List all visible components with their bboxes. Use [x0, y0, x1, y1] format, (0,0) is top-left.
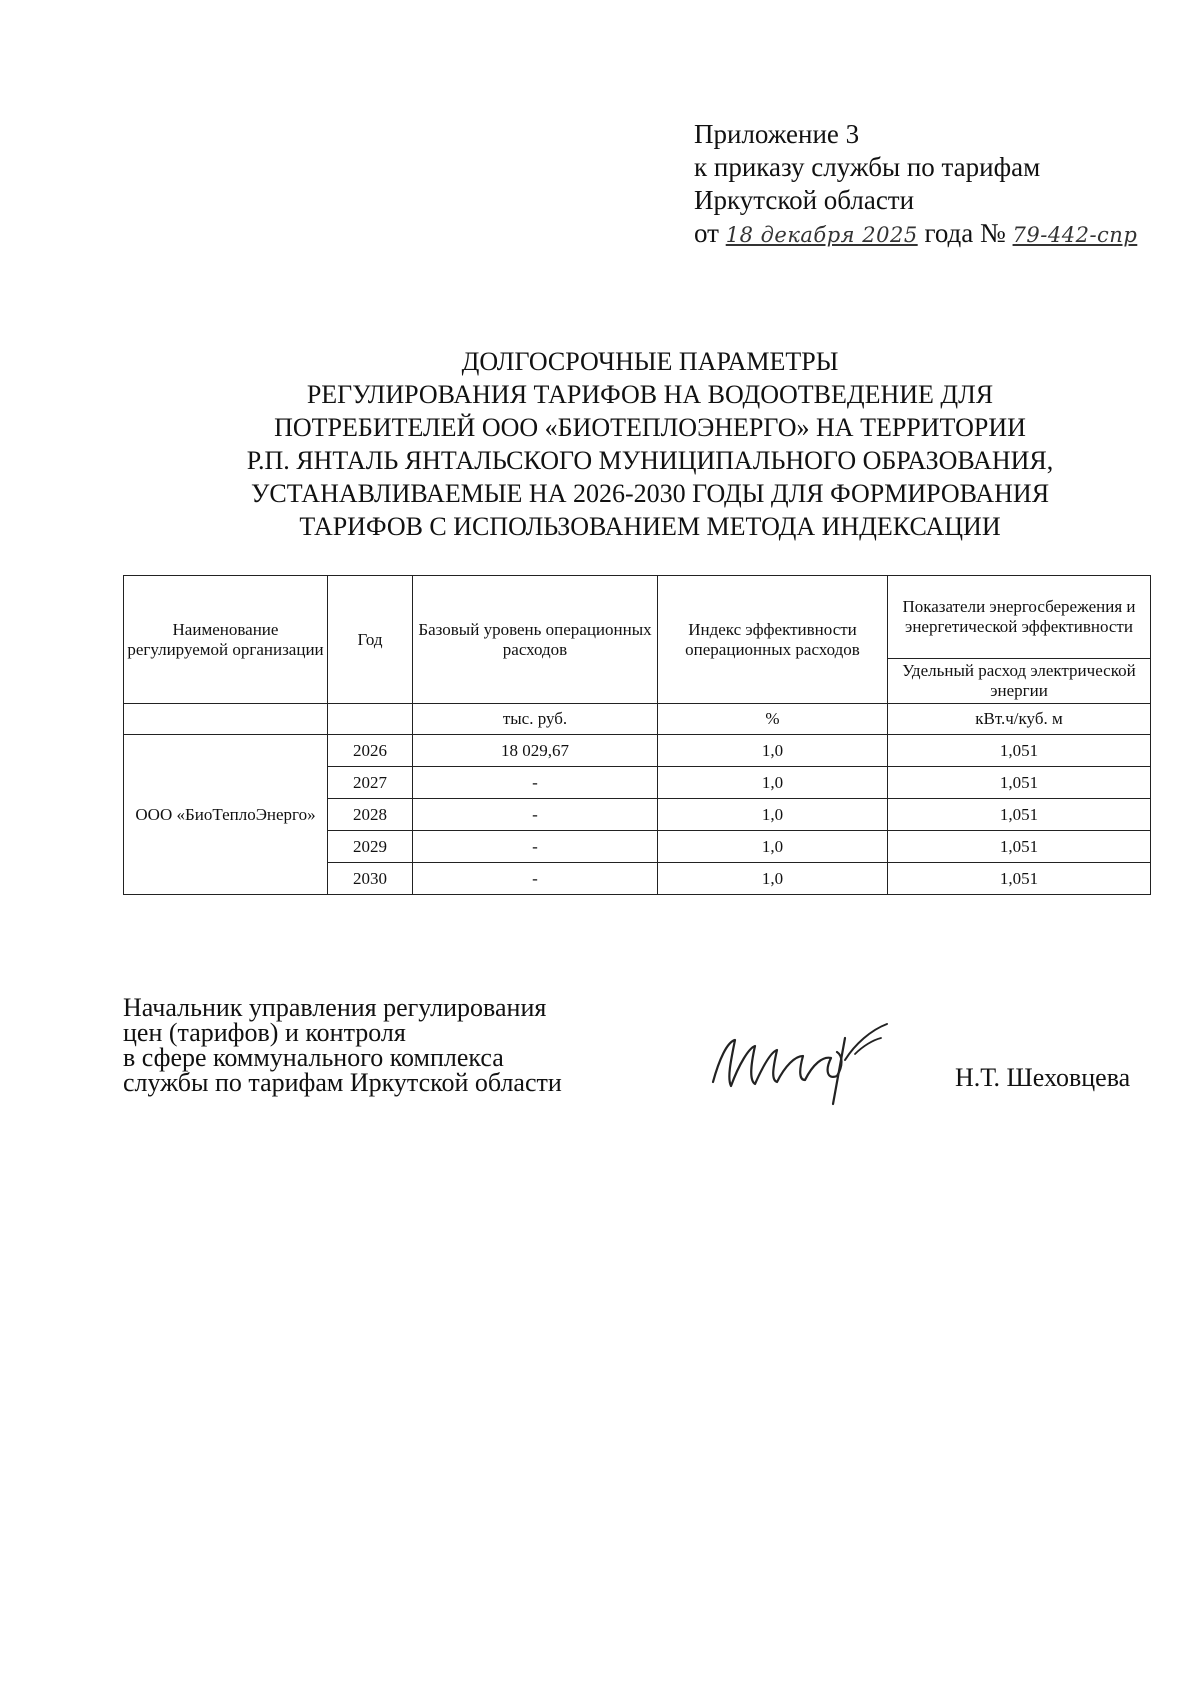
signer-name: Н.Т. Шеховцева — [955, 1063, 1131, 1092]
cell-index: 1,0 — [658, 799, 888, 831]
org-name: ООО «БиоТеплоЭнерго» — [124, 735, 328, 895]
header-org: Наименование регулируемой организации — [124, 576, 328, 704]
cell-index: 1,0 — [658, 767, 888, 799]
appendix-title: Приложение 3 — [694, 119, 860, 149]
unit-energy: кВт.ч/куб. м — [888, 704, 1151, 735]
signer-line: Начальник управления регулирования — [123, 993, 547, 1022]
title-line: ПОТРЕБИТЕЛЕЙ ООО «БИОТЕПЛОЭНЕРГО» НА ТЕРРИТОРИИ — [274, 413, 1026, 442]
cell-base: 18 029,67 — [413, 735, 658, 767]
appendix-order-ref: к приказу службы по тарифам — [694, 152, 1041, 182]
cell-energy: 1,051 — [888, 767, 1151, 799]
cell-year: 2030 — [328, 863, 413, 895]
cell-year: 2028 — [328, 799, 413, 831]
handwritten-date: 18 декабря 2025 — [725, 223, 918, 247]
cell-index: 1,0 — [658, 831, 888, 863]
title-line: ТАРИФОВ С ИСПОЛЬЗОВАНИЕМ МЕТОДА ИНДЕКСАЦИИ — [299, 512, 1001, 541]
cell-base: - — [413, 799, 658, 831]
signer-line: службы по тарифам Иркутской области — [123, 1068, 562, 1097]
appendix-number-label: года № — [924, 218, 1006, 248]
header-energy-consumption: Удельный расход электрической энергии — [888, 659, 1151, 704]
appendix-date-prefix: от — [694, 218, 719, 248]
cell-base: - — [413, 863, 658, 895]
unit-index: % — [658, 704, 888, 735]
cell-index: 1,0 — [658, 863, 888, 895]
header-efficiency-index: Индекс эффективности операционных расходов — [658, 576, 888, 704]
header-base-level: Базовый уровень операционных расходов — [413, 576, 658, 704]
appendix-header — [694, 118, 1137, 252]
cell-year: 2029 — [328, 831, 413, 863]
title-line: УСТАНАВЛИВАЕМЫЕ НА 2026-2030 ГОДЫ ДЛЯ ФОРМИРОВАНИЯ — [250, 479, 1050, 508]
unit-base: тыс. руб. — [413, 704, 658, 735]
signer-position — [123, 995, 562, 1095]
cell-energy: 1,051 — [888, 863, 1151, 895]
cell-energy: 1,051 — [888, 831, 1151, 863]
cell-year: 2026 — [328, 735, 413, 767]
unit-empty — [328, 704, 413, 735]
document-title — [150, 345, 1150, 543]
handwritten-signature — [705, 1020, 925, 1115]
cell-energy: 1,051 — [888, 799, 1151, 831]
title-line: ДОЛГОСРОЧНЫЕ ПАРАМЕТРЫ — [461, 347, 839, 376]
unit-empty — [124, 704, 328, 735]
cell-year: 2027 — [328, 767, 413, 799]
table-row — [124, 735, 1151, 767]
cell-base: - — [413, 831, 658, 863]
signer-line: цен (тарифов) и контроля — [123, 1018, 406, 1047]
appendix-date-line — [694, 217, 1137, 252]
handwritten-order-number: 79-442-спр — [1012, 223, 1138, 247]
parameters-table — [123, 575, 1151, 895]
cell-base: - — [413, 767, 658, 799]
cell-index: 1,0 — [658, 735, 888, 767]
appendix-region: Иркутской области — [694, 185, 915, 215]
cell-energy: 1,051 — [888, 735, 1151, 767]
header-energy-group: Показатели энергосбережения и энергетической эффективности — [888, 576, 1151, 659]
title-line: Р.П. ЯНТАЛЬ ЯНТАЛЬСКОГО МУНИЦИПАЛЬНОГО ОБРАЗОВАНИЯ, — [246, 446, 1054, 475]
header-year: Год — [328, 576, 413, 704]
title-line: РЕГУЛИРОВАНИЯ ТАРИФОВ НА ВОДООТВЕДЕНИЕ ДЛЯ — [306, 380, 994, 409]
signer-line: в сфере коммунального комплекса — [123, 1043, 504, 1072]
